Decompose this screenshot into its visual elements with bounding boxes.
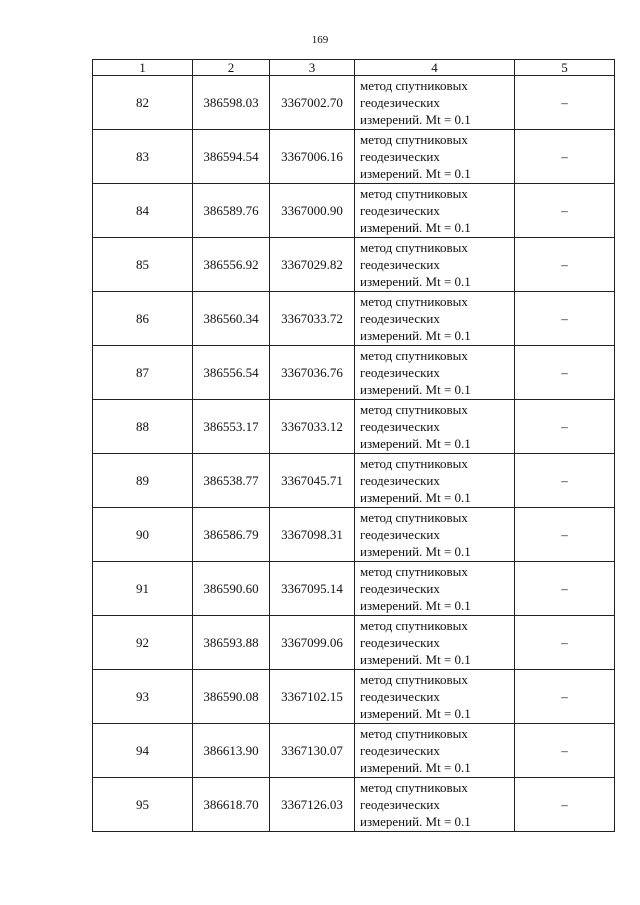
method-cell xyxy=(355,76,515,130)
y-coordinate-cell: 3367006.16 xyxy=(270,130,355,184)
method-line: измерений. Mt = 0.1 xyxy=(360,436,471,451)
x-coordinate-cell: 386538.77 xyxy=(193,454,270,508)
y-coordinate-cell: 3367000.90 xyxy=(270,184,355,238)
y-coordinate-cell: 3367126.03 xyxy=(270,778,355,832)
table-row xyxy=(93,184,615,238)
method-line: метод спутниковых xyxy=(360,294,468,309)
note-cell: – xyxy=(515,562,615,616)
method-line: геодезических xyxy=(360,473,440,488)
y-coordinate-cell: 3367036.76 xyxy=(270,346,355,400)
method-line: измерений. Mt = 0.1 xyxy=(360,328,471,343)
method-line: геодезических xyxy=(360,797,440,812)
y-coordinate-cell: 3367095.14 xyxy=(270,562,355,616)
x-coordinate-cell: 386556.92 xyxy=(193,238,270,292)
point-number-cell: 86 xyxy=(93,292,193,346)
x-coordinate-cell: 386598.03 xyxy=(193,76,270,130)
method-line: метод спутниковых xyxy=(360,132,468,147)
note-cell: – xyxy=(515,238,615,292)
note-cell: – xyxy=(515,346,615,400)
note-cell: – xyxy=(515,724,615,778)
point-number-cell: 88 xyxy=(93,400,193,454)
table-row xyxy=(93,346,615,400)
table-row xyxy=(93,130,615,184)
y-coordinate-cell: 3367098.31 xyxy=(270,508,355,562)
point-number-cell: 83 xyxy=(93,130,193,184)
method-cell xyxy=(355,346,515,400)
page-number: 169 xyxy=(311,34,329,46)
header-col-2: 2 xyxy=(193,60,270,76)
point-number-cell: 94 xyxy=(93,724,193,778)
method-line: геодезических xyxy=(360,311,440,326)
table-row xyxy=(93,454,615,508)
method-line: геодезических xyxy=(360,743,440,758)
method-line: геодезических xyxy=(360,581,440,596)
method-line: геодезических xyxy=(360,203,440,218)
method-line: метод спутниковых xyxy=(360,510,468,525)
y-coordinate-cell: 3367033.72 xyxy=(270,292,355,346)
y-coordinate-cell: 3367029.82 xyxy=(270,238,355,292)
method-line: геодезических xyxy=(360,95,440,110)
method-line: метод спутниковых xyxy=(360,672,468,687)
method-line: метод спутниковых xyxy=(360,348,468,363)
point-number-cell: 89 xyxy=(93,454,193,508)
method-cell xyxy=(355,778,515,832)
method-line: метод спутниковых xyxy=(360,618,468,633)
method-cell xyxy=(355,400,515,454)
method-line: метод спутниковых xyxy=(360,186,468,201)
header-col-3: 3 xyxy=(270,60,355,76)
method-line: метод спутниковых xyxy=(360,78,468,93)
y-coordinate-cell: 3367130.07 xyxy=(270,724,355,778)
table-row xyxy=(93,670,615,724)
method-cell xyxy=(355,562,515,616)
method-cell xyxy=(355,130,515,184)
x-coordinate-cell: 386618.70 xyxy=(193,778,270,832)
method-line: метод спутниковых xyxy=(360,780,468,795)
table-body xyxy=(93,76,615,832)
x-coordinate-cell: 386613.90 xyxy=(193,724,270,778)
note-cell: – xyxy=(515,778,615,832)
method-cell xyxy=(355,670,515,724)
method-cell xyxy=(355,184,515,238)
point-number-cell: 84 xyxy=(93,184,193,238)
x-coordinate-cell: 386556.54 xyxy=(193,346,270,400)
point-number-cell: 91 xyxy=(93,562,193,616)
x-coordinate-cell: 386590.08 xyxy=(193,670,270,724)
point-number-cell: 85 xyxy=(93,238,193,292)
note-cell: – xyxy=(515,292,615,346)
method-line: измерений. Mt = 0.1 xyxy=(360,382,471,397)
point-number-cell: 82 xyxy=(93,76,193,130)
y-coordinate-cell: 3367102.15 xyxy=(270,670,355,724)
note-cell: – xyxy=(515,616,615,670)
note-cell: – xyxy=(515,130,615,184)
table-row xyxy=(93,400,615,454)
table-row xyxy=(93,292,615,346)
method-cell xyxy=(355,724,515,778)
header-col-5: 5 xyxy=(515,60,615,76)
note-cell: – xyxy=(515,400,615,454)
method-line: геодезических xyxy=(360,527,440,542)
method-cell xyxy=(355,616,515,670)
point-number-cell: 95 xyxy=(93,778,193,832)
method-cell xyxy=(355,292,515,346)
point-number-cell: 93 xyxy=(93,670,193,724)
method-cell xyxy=(355,238,515,292)
method-line: геодезических xyxy=(360,419,440,434)
method-line: измерений. Mt = 0.1 xyxy=(360,166,471,181)
x-coordinate-cell: 386594.54 xyxy=(193,130,270,184)
method-line: метод спутниковых xyxy=(360,240,468,255)
table-row xyxy=(93,562,615,616)
table-row xyxy=(93,724,615,778)
table-row xyxy=(93,76,615,130)
method-line: измерений. Mt = 0.1 xyxy=(360,274,471,289)
x-coordinate-cell: 386586.79 xyxy=(193,508,270,562)
point-number-cell: 87 xyxy=(93,346,193,400)
x-coordinate-cell: 386553.17 xyxy=(193,400,270,454)
x-coordinate-cell: 386560.34 xyxy=(193,292,270,346)
y-coordinate-cell: 3367033.12 xyxy=(270,400,355,454)
x-coordinate-cell: 386590.60 xyxy=(193,562,270,616)
header-col-4: 4 xyxy=(355,60,515,76)
y-coordinate-cell: 3367002.70 xyxy=(270,76,355,130)
method-line: измерений. Mt = 0.1 xyxy=(360,220,471,235)
y-coordinate-cell: 3367099.06 xyxy=(270,616,355,670)
method-line: метод спутниковых xyxy=(360,456,468,471)
method-line: геодезических xyxy=(360,365,440,380)
table-row xyxy=(93,238,615,292)
point-number-cell: 92 xyxy=(93,616,193,670)
x-coordinate-cell: 386589.76 xyxy=(193,184,270,238)
note-cell: – xyxy=(515,670,615,724)
note-cell: – xyxy=(515,508,615,562)
table-row xyxy=(93,508,615,562)
method-line: измерений. Mt = 0.1 xyxy=(360,652,471,667)
method-line: измерений. Mt = 0.1 xyxy=(360,490,471,505)
method-line: метод спутниковых xyxy=(360,402,468,417)
method-cell xyxy=(355,508,515,562)
coordinates-table xyxy=(92,59,615,832)
method-line: метод спутниковых xyxy=(360,564,468,579)
method-line: измерений. Mt = 0.1 xyxy=(360,814,471,829)
point-number-cell: 90 xyxy=(93,508,193,562)
method-line: измерений. Mt = 0.1 xyxy=(360,544,471,559)
method-line: метод спутниковых xyxy=(360,726,468,741)
method-line: измерений. Mt = 0.1 xyxy=(360,598,471,613)
method-line: геодезических xyxy=(360,635,440,650)
method-line: геодезических xyxy=(360,689,440,704)
note-cell: – xyxy=(515,454,615,508)
method-line: геодезических xyxy=(360,257,440,272)
header-col-1: 1 xyxy=(93,60,193,76)
note-cell: – xyxy=(515,76,615,130)
x-coordinate-cell: 386593.88 xyxy=(193,616,270,670)
table-row xyxy=(93,778,615,832)
table-row xyxy=(93,616,615,670)
note-cell: – xyxy=(515,184,615,238)
method-line: измерений. Mt = 0.1 xyxy=(360,760,471,775)
header-row xyxy=(93,60,615,76)
method-line: измерений. Mt = 0.1 xyxy=(360,112,471,127)
method-line: геодезических xyxy=(360,149,440,164)
method-line: измерений. Mt = 0.1 xyxy=(360,706,471,721)
method-cell xyxy=(355,454,515,508)
y-coordinate-cell: 3367045.71 xyxy=(270,454,355,508)
